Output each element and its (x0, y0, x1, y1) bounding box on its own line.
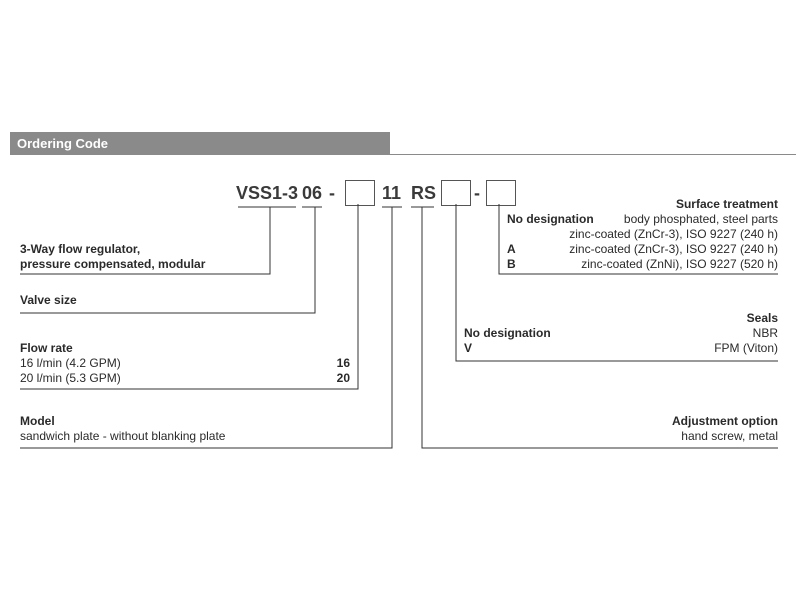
model-desc: sandwich plate - without blanking plate (20, 429, 226, 443)
seals-label: Seals (746, 311, 778, 325)
surface-row-4-code: B (507, 257, 516, 271)
code-dash-2: - (474, 183, 480, 203)
regulator-line-1: 3-Way flow regulator, (20, 242, 141, 256)
surface-row-2-desc: zinc-coated (ZnCr-3), ISO 9227 (240 h) (569, 227, 778, 241)
flow-rate-option-2-code: 20 (336, 371, 350, 385)
surface-row-1-code: No designation (507, 212, 594, 226)
code-adjustment: RS (411, 183, 437, 203)
regulator-line-2: pressure compensated, modular (20, 257, 206, 271)
seals-row-2-code: V (464, 341, 473, 355)
adjustment-desc: hand screw, metal (681, 429, 778, 443)
code-dash-1: - (329, 183, 335, 203)
surface-label: Surface treatment (675, 197, 778, 211)
code-prefix: VSS1-3 (236, 183, 299, 203)
code-size: 06 (302, 183, 323, 203)
model-label: Model (20, 414, 55, 428)
valve-size-label: Valve size (20, 293, 77, 307)
surface-row-3-desc: zinc-coated (ZnCr-3), ISO 9227 (240 h) (569, 242, 778, 256)
flow-rate-option-2-desc: 20 l/min (5.3 GPM) (20, 371, 121, 385)
surface-row-3-code: A (507, 242, 516, 256)
surface-row-1-desc: body phosphated, steel parts (623, 212, 778, 226)
section-title: Ordering Code (17, 136, 109, 151)
flow-rate-label: Flow rate (20, 341, 73, 355)
seals-row-1-desc: NBR (752, 326, 778, 340)
flow-rate-option-1-code: 16 (336, 356, 350, 370)
surface-row-4-desc: zinc-coated (ZnNi), ISO 9227 (520 h) (581, 257, 778, 271)
code-model: 11 (382, 183, 402, 203)
adjustment-label: Adjustment option (672, 414, 778, 428)
flow-rate-option-1-desc: 16 l/min (4.2 GPM) (20, 356, 121, 370)
seals-row-2-desc: FPM (Viton) (714, 341, 778, 355)
seals-row-1-code: No designation (464, 326, 551, 340)
